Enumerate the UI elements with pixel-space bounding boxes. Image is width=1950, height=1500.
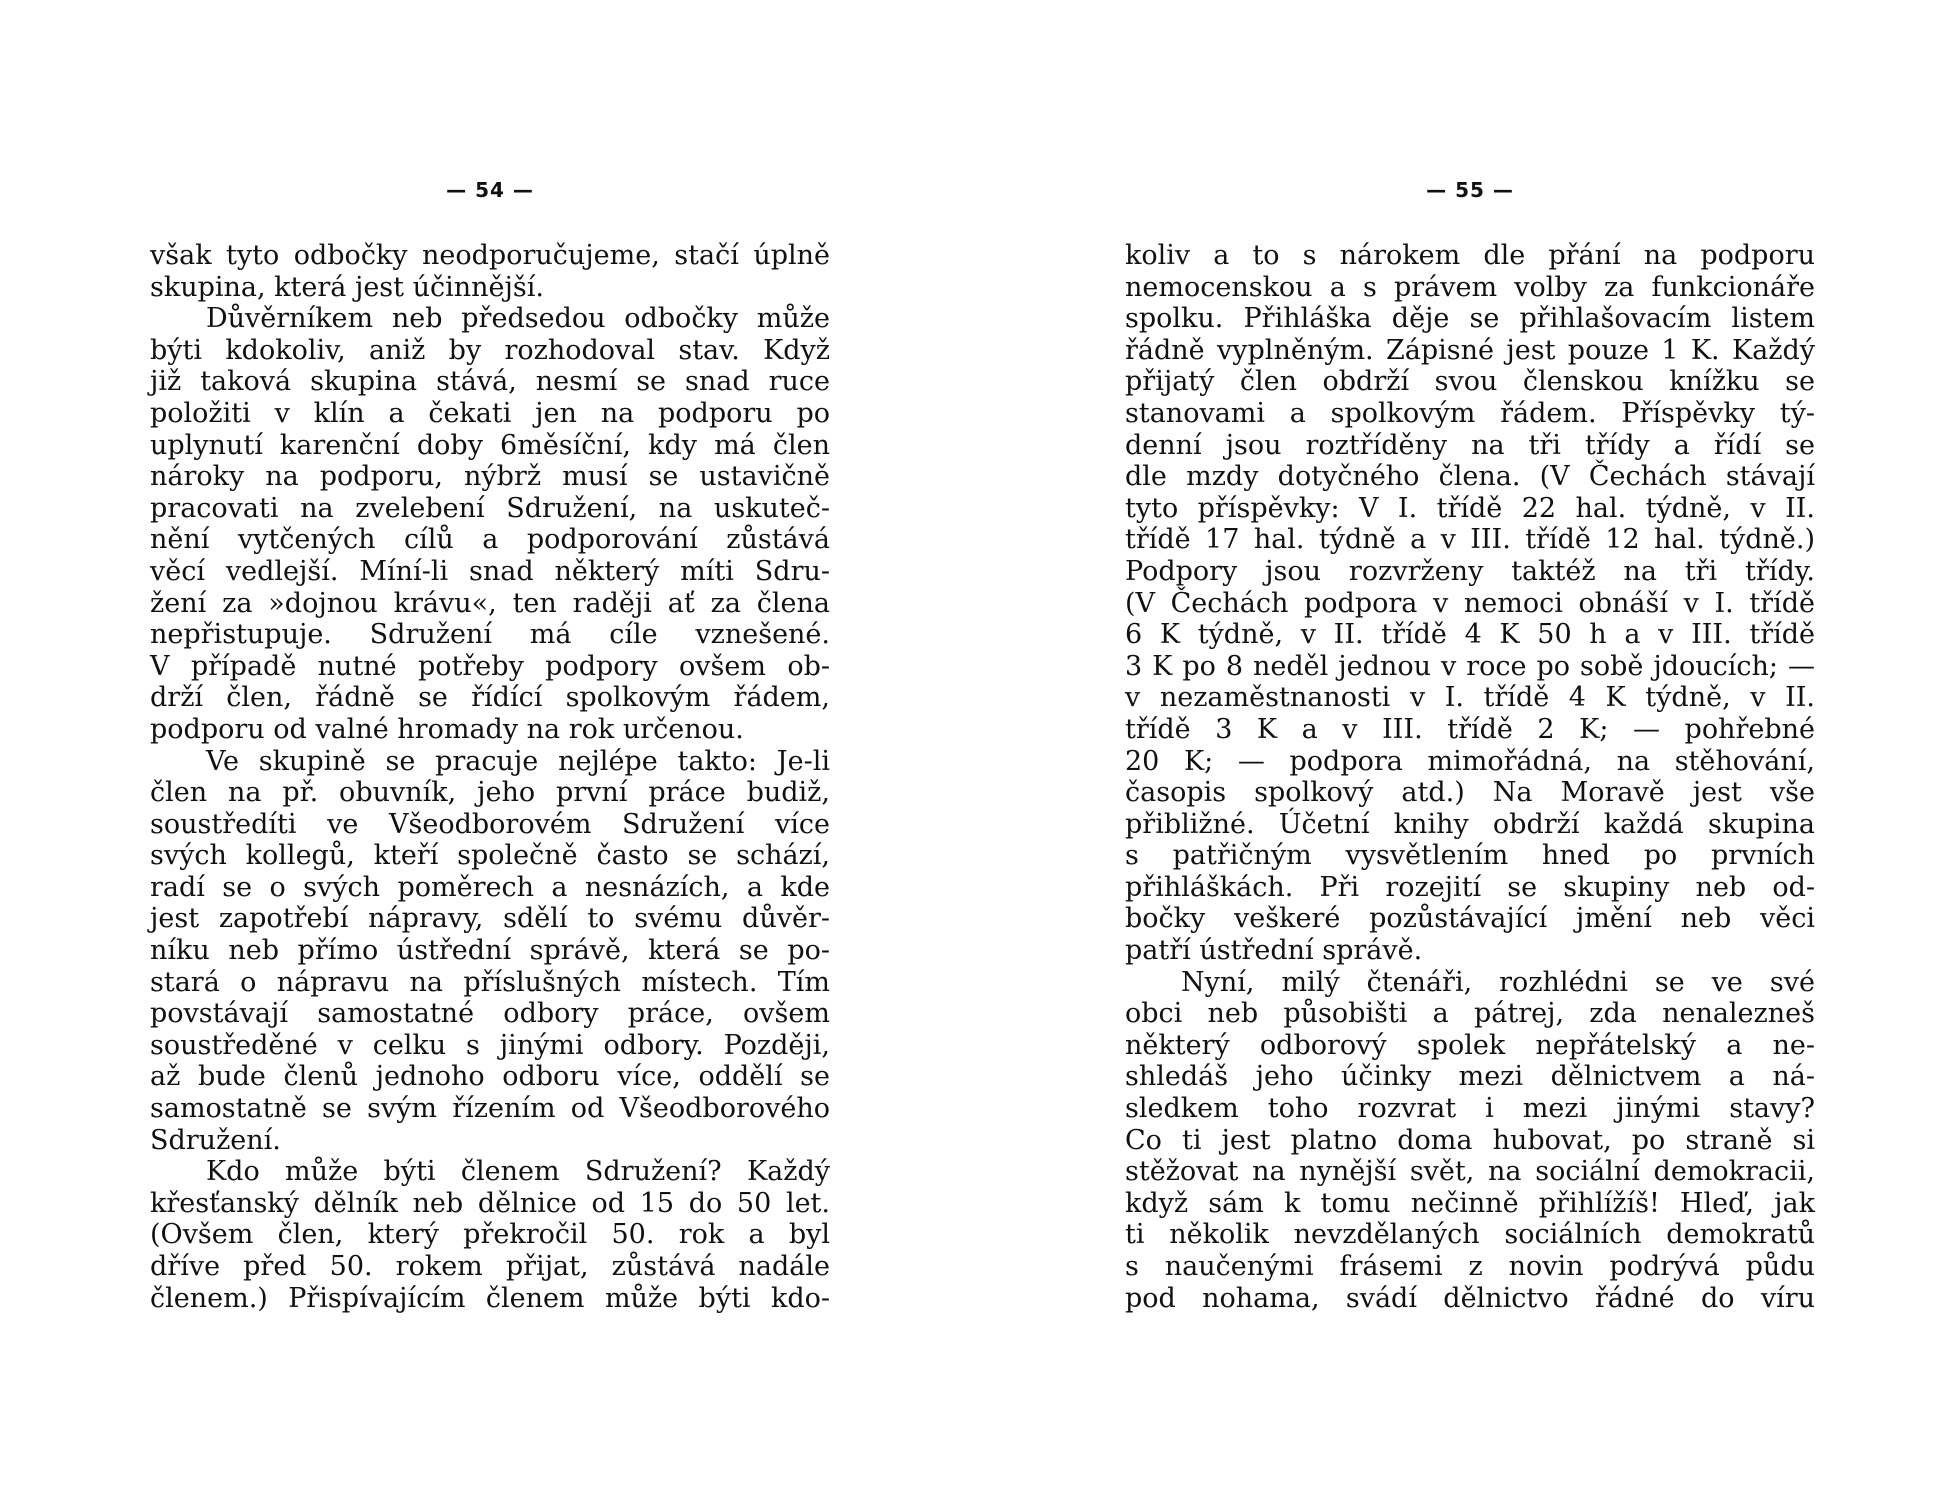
text-line: Sdružení.	[150, 1124, 281, 1156]
text-line: 3 K po 8 neděl jednou v roce po sobě jdoucích; —	[1125, 650, 1815, 682]
text-line: soustředěné v celku s jinými odbory. Později,	[150, 1029, 830, 1061]
text-line: Kdo může býti členem Sdružení? Každý	[206, 1156, 830, 1188]
text-line: tyto příspěvky: V I. třídě 22 hal. týdně, v II.	[1125, 492, 1815, 524]
text-line: 20 K; — podpora mimořádná, na stěhování,	[1125, 745, 1815, 777]
text-line: nemocenskou a s právem volby za funkcionáře	[1125, 271, 1815, 303]
text-line: křesťanský dělník neb dělnice od 15 do 50 let.	[150, 1187, 830, 1219]
text-line: Nyní, milý čtenáři, rozhlédni se ve své	[1181, 966, 1815, 998]
text-line: třídě 3 K a v III. třídě 2 K; — pohřebné	[1125, 713, 1815, 745]
text-line: nároky na podporu, nýbrž musí se ustavičně	[150, 461, 830, 493]
text-line: stanovami a spolkovým řádem. Příspěvky tý-	[1125, 397, 1815, 429]
text-line: pracovati na zvelebení Sdružení, na uskuteč-	[150, 492, 830, 524]
text-line: spolku. Přihláška děje se přihlašovacím listem	[1125, 303, 1815, 335]
text-line: V případě nutné potřeby podpory ovšem ob-	[150, 650, 830, 682]
text-line: však tyto odbočky neodporučujeme, stačí úplně	[150, 240, 830, 271]
text-line: 6 K týdně, v II. třídě 4 K 50 h a v III. třídě	[1125, 619, 1815, 651]
text-line: některý odborový spolek nepřátelský a ne-	[1125, 1029, 1815, 1061]
text-line: svých kollegů, kteří společně často se schází,	[150, 840, 830, 872]
text-line: Co ti jest platno doma hubovat, po straně si	[1125, 1124, 1815, 1156]
text-line: bočky veškeré pozůstávající jmění neb věci	[1125, 903, 1815, 935]
left-page	[150, 0, 830, 1500]
text-line: časopis spolkový atd.) Na Moravě jest vše	[1125, 777, 1815, 809]
text-line: sledkem toho rozvrat i mezi jinými stavy?	[1125, 1093, 1815, 1125]
text-line: Důvěrníkem neb předsedou odbočky může	[206, 303, 830, 335]
text-line: s patřičným vysvětlením hned po prvních	[1125, 840, 1815, 872]
text-line: uplynutí karenční doby 6měsíční, kdy má člen	[150, 429, 830, 461]
text-line: nění vytčených cílů a podporování zůstává	[150, 524, 830, 556]
text-line: položiti v klín a čekati jen na podporu po	[150, 397, 830, 429]
text-line: přibližné. Účetní knihy obdrží každá skupina	[1125, 808, 1815, 840]
text-line: věcí vedlejší. Míní-li snad některý míti Sdru-	[150, 555, 830, 587]
text-line: dříve před 50. rokem přijat, zůstává nadále	[150, 1251, 830, 1282]
text-line: členem.) Přispívajícím členem může býti kdo-	[150, 1282, 830, 1314]
text-line: člen na př. obuvník, jeho první práce budiž,	[150, 777, 830, 809]
text-line: obci neb působišti a pátrej, zda nenalezneš	[1125, 998, 1815, 1030]
page-number: — 55 —	[1426, 178, 1514, 202]
page-text	[1125, 240, 1815, 1314]
text-line: řádně vyplněným. Zápisné jest pouze 1 K. Každý	[1125, 334, 1815, 366]
text-line: Ve skupině se pracuje nejlépe takto: Je-li	[206, 745, 830, 777]
right-page	[1125, 0, 1815, 1500]
text-line: denní jsou roztříděny na tři třídy a řídí se	[1125, 429, 1815, 461]
text-line: Podpory jsou rozvrženy taktéž na tři třídy.	[1125, 555, 1815, 587]
text-line: s naučenými frásemi z novin podrývá půdu	[1125, 1251, 1815, 1282]
text-line: třídě 17 hal. týdně a v III. třídě 12 hal. týdně.)	[1125, 524, 1815, 556]
text-line: již taková skupina stává, nesmí se snad ruce	[150, 366, 830, 398]
text-line: dle mzdy dotyčného člena. (V Čechách stávají	[1125, 461, 1815, 493]
page-number: — 54 —	[446, 178, 534, 202]
text-line: až bude členů jednoho odboru více, oddělí se	[150, 1061, 830, 1093]
text-line: shledáš jeho účinky mezi dělnictvem a ná-	[1125, 1061, 1815, 1093]
text-line: koliv a to s nárokem dle přání na podporu	[1125, 240, 1815, 271]
text-line: podporu od valné hromady na rok určenou.	[150, 713, 744, 745]
text-line: žení za »dojnou krávu«, ten raději ať za člena	[150, 587, 830, 619]
text-line: stěžovat na nynější svět, na sociální demokracii,	[1125, 1156, 1815, 1188]
text-line: pod nohama, svádí dělnictvo řádné do víru	[1125, 1282, 1815, 1314]
text-line: povstávají samostatné odbory práce, ovšem	[150, 998, 830, 1030]
text-line: v nezaměstnanosti v I. třídě 4 K týdně, v II.	[1125, 682, 1815, 714]
text-line: ti několik nevzdělaných sociálních demokratů	[1125, 1219, 1815, 1251]
page-text	[150, 240, 830, 1314]
text-line: přijatý člen obdrží svou členskou knížku se	[1125, 366, 1815, 398]
text-line: když sám k tomu nečinně přihlížíš! Hleď, jak	[1125, 1187, 1815, 1219]
text-line: samostatně se svým řízením od Všeodborového	[150, 1093, 830, 1125]
text-line: přihláškách. Při rozejití se skupiny neb od-	[1125, 871, 1815, 903]
text-line: stará o nápravu na příslušných místech. Tím	[150, 966, 830, 998]
text-line: (Ovšem člen, který překročil 50. rok a byl	[150, 1219, 830, 1251]
text-line: soustředíti ve Všeodborovém Sdružení více	[150, 808, 830, 840]
text-line: jest zapotřebí nápravy, sdělí to svému důvěr-	[150, 903, 830, 935]
text-line: býti kdokoliv, aniž by rozhodoval stav. Když	[150, 334, 830, 366]
text-line: níku neb přímo ústřední správě, která se po-	[150, 935, 830, 967]
text-line: (V Čechách podpora v nemoci obnáší v I. třídě	[1125, 587, 1815, 619]
text-line: radí se o svých poměrech a nesnázích, a kde	[150, 871, 830, 903]
text-line: nepřistupuje. Sdružení má cíle vznešené.	[150, 619, 830, 651]
text-line: patří ústřední správě.	[1125, 935, 1423, 967]
text-line: drží člen, řádně se řídící spolkovým řádem,	[150, 682, 830, 714]
text-line: skupina, která jest účinnější.	[150, 271, 544, 303]
